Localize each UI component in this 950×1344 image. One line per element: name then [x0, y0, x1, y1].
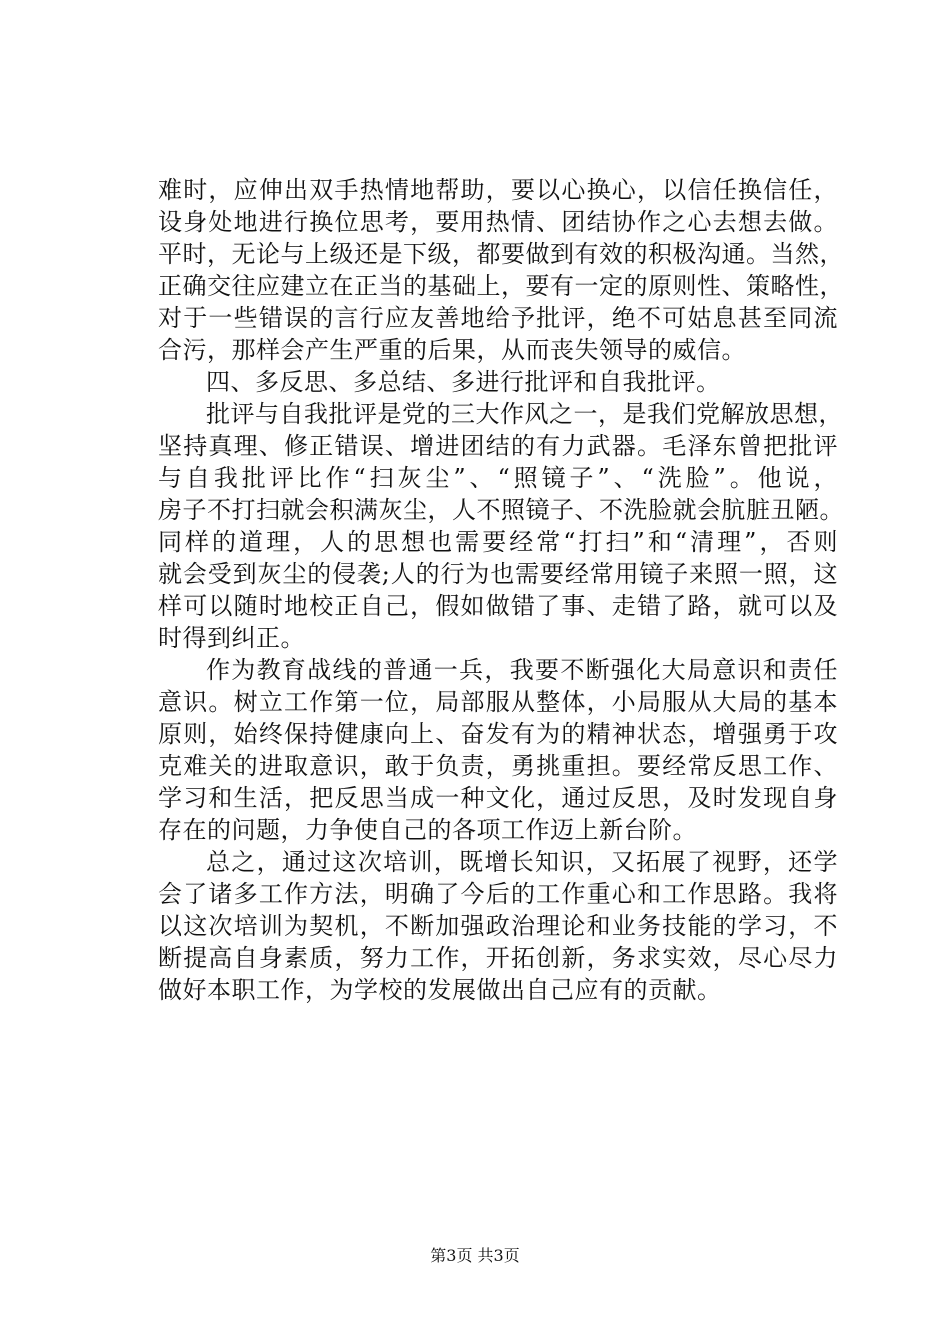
text-line: 正确交往应建立在正当的基础上，要有一定的原则性、策略性， [158, 272, 844, 300]
text-line: 房子不打扫就会积满灰尘，人不照镜子、不洗脸就会肮脏丑陋。 [158, 496, 844, 524]
text-line: 对于一些错误的言行应友善地给予批评，绝不可姑息甚至同流 [158, 304, 838, 332]
text-line: 设身处地进行换位思考，要用热情、团结协作之心去想去做。 [158, 208, 838, 236]
text-line: 坚持真理、修正错误、增进团结的有力武器。毛泽东曾把批评 [158, 432, 838, 460]
text-line: 原则，始终保持健康向上、奋发有为的精神状态，增强勇于攻 [158, 720, 838, 748]
text-line: 断提高自身素质，努力工作，开拓创新，务求实效，尽心尽力 [158, 944, 838, 972]
text-line: 作为教育战线的普通一兵，我要不断强化大局意识和责任 [206, 656, 838, 684]
text-line: 同样的道理，人的思想也需要经常“打扫”和“清理”，否则 [158, 528, 838, 556]
text-line: 平时，无论与上级还是下级，都要做到有效的积极沟通。当然， [158, 240, 844, 268]
text-line: 就会受到灰尘的侵袭;人的行为也需要经常用镜子来照一照，这 [158, 560, 838, 588]
text-line: 克难关的进取意识，敢于负责，勇挑重担。要经常反思工作、 [158, 752, 838, 780]
text-line: 与自我批评比作“扫灰尘”、“照镜子”、“洗脸”。他说， [158, 464, 838, 492]
document-body [158, 174, 844, 1006]
text-line: 存在的问题，力争使自己的各项工作迈上新台阶。 [158, 816, 697, 844]
text-line: 学习和生活，把反思当成一种文化，通过反思，及时发现自身 [158, 784, 838, 812]
text-line: 合污，那样会产生严重的后果，从而丧失领导的威信。 [158, 336, 746, 364]
text-line: 做好本职工作，为学校的发展做出自己应有的贡献。 [158, 976, 722, 1004]
text-line: 样可以随时地校正自己，假如做错了事、走错了路，就可以及 [158, 592, 838, 620]
text-line: 会了诸多工作方法，明确了今后的工作重心和工作思路。我将 [158, 880, 838, 908]
text-line: 以这次培训为契机，不断加强政治理论和业务技能的学习，不 [158, 912, 838, 940]
text-line: 四、多反思、多总结、多进行批评和自我批评。 [206, 368, 721, 396]
text-line: 时得到纠正。 [158, 624, 305, 652]
text-line: 难时，应伸出双手热情地帮助，要以心换心，以信任换信任， [158, 176, 838, 204]
text-line: 批评与自我批评是党的三大作风之一，是我们党解放思想， [206, 400, 843, 428]
text-line: 意识。树立工作第一位，局部服从整体，小局服从大局的基本 [158, 688, 838, 716]
text-line: 总之，通过这次培训，既增长知识，又拓展了视野，还学 [206, 848, 838, 876]
page-footer: 第3页 共3页 [430, 1246, 520, 1265]
